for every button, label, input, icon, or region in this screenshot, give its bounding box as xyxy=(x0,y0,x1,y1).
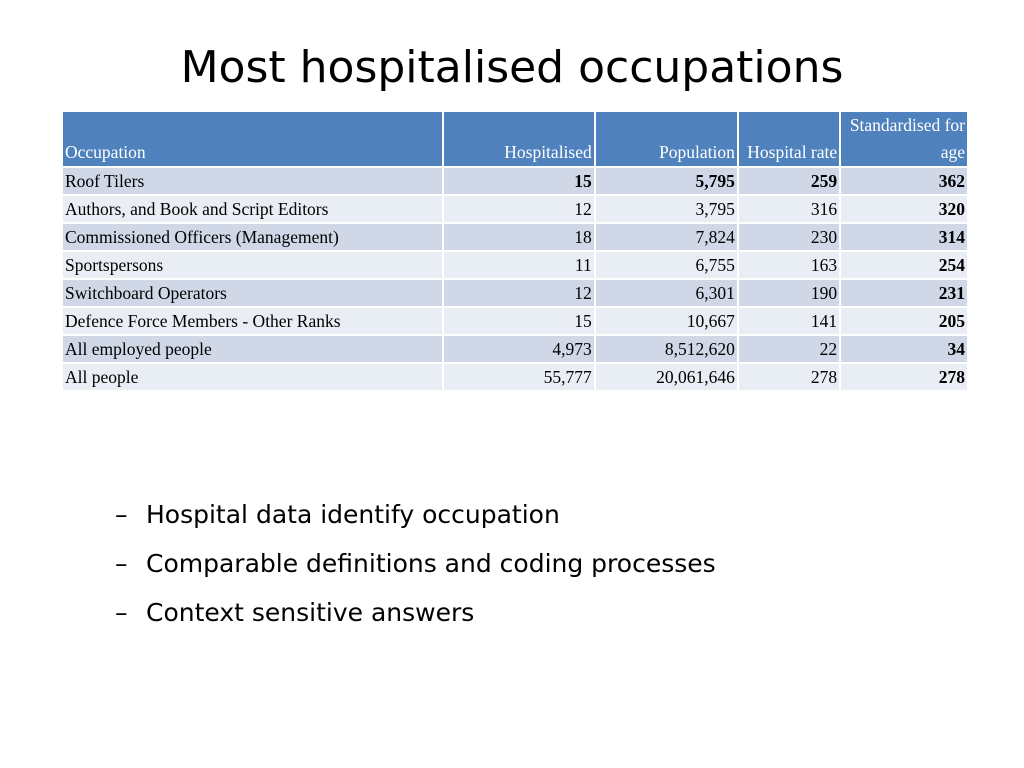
cell-occupation: Sportspersons xyxy=(63,251,443,279)
header-standardised-for-age: Standardised for age xyxy=(840,112,967,167)
cell-rate: 163 xyxy=(738,251,840,279)
dash-bullet-icon: – xyxy=(115,549,128,578)
cell-occupation: Defence Force Members - Other Ranks xyxy=(63,307,443,335)
cell-hospitalised: 15 xyxy=(443,167,594,195)
cell-population: 6,755 xyxy=(595,251,738,279)
table-row xyxy=(63,307,967,335)
table-row xyxy=(63,167,967,195)
bullet-list xyxy=(115,492,716,639)
cell-population: 20,061,646 xyxy=(595,363,738,391)
table-row xyxy=(63,223,967,251)
header-hospital-rate: Hospital rate xyxy=(738,112,840,167)
cell-hospitalised: 4,973 xyxy=(443,335,594,363)
occupations-table xyxy=(63,112,967,392)
list-item xyxy=(115,492,716,541)
table-row xyxy=(63,195,967,223)
cell-population: 3,795 xyxy=(595,195,738,223)
cell-occupation: All people xyxy=(63,363,443,391)
cell-hospitalised: 15 xyxy=(443,307,594,335)
header-population: Population xyxy=(595,112,738,167)
cell-population: 5,795 xyxy=(595,167,738,195)
cell-population: 10,667 xyxy=(595,307,738,335)
cell-standardised: 314 xyxy=(840,223,967,251)
table-header-row xyxy=(63,112,967,167)
table-row xyxy=(63,279,967,307)
cell-rate: 259 xyxy=(738,167,840,195)
cell-rate: 316 xyxy=(738,195,840,223)
bullet-text: Context sensitive answers xyxy=(146,598,475,627)
header-occupation: Occupation xyxy=(63,112,443,167)
cell-standardised: 278 xyxy=(840,363,967,391)
cell-population: 8,512,620 xyxy=(595,335,738,363)
cell-standardised: 254 xyxy=(840,251,967,279)
list-item xyxy=(115,541,716,590)
list-item xyxy=(115,590,716,639)
cell-rate: 22 xyxy=(738,335,840,363)
cell-standardised: 362 xyxy=(840,167,967,195)
cell-hospitalised: 12 xyxy=(443,195,594,223)
cell-rate: 190 xyxy=(738,279,840,307)
cell-standardised: 231 xyxy=(840,279,967,307)
cell-standardised: 205 xyxy=(840,307,967,335)
cell-hospitalised: 18 xyxy=(443,223,594,251)
cell-population: 6,301 xyxy=(595,279,738,307)
cell-occupation: Roof Tilers xyxy=(63,167,443,195)
cell-occupation: Commissioned Officers (Management) xyxy=(63,223,443,251)
dash-bullet-icon: – xyxy=(115,598,128,627)
bullet-text: Hospital data identify occupation xyxy=(146,500,560,529)
bullet-text: Comparable definitions and coding processes xyxy=(146,549,716,578)
table-row xyxy=(63,251,967,279)
cell-rate: 141 xyxy=(738,307,840,335)
cell-rate: 278 xyxy=(738,363,840,391)
table-row xyxy=(63,335,967,363)
dash-bullet-icon: – xyxy=(115,500,128,529)
cell-occupation: All employed people xyxy=(63,335,443,363)
cell-occupation: Switchboard Operators xyxy=(63,279,443,307)
cell-hospitalised: 11 xyxy=(443,251,594,279)
cell-hospitalised: 55,777 xyxy=(443,363,594,391)
cell-hospitalised: 12 xyxy=(443,279,594,307)
slide-title: Most hospitalised occupations xyxy=(180,42,844,93)
cell-standardised: 320 xyxy=(840,195,967,223)
cell-population: 7,824 xyxy=(595,223,738,251)
cell-rate: 230 xyxy=(738,223,840,251)
cell-standardised: 34 xyxy=(840,335,967,363)
header-hospitalised: Hospitalised xyxy=(443,112,594,167)
cell-occupation: Authors, and Book and Script Editors xyxy=(63,195,443,223)
table-row xyxy=(63,363,967,391)
